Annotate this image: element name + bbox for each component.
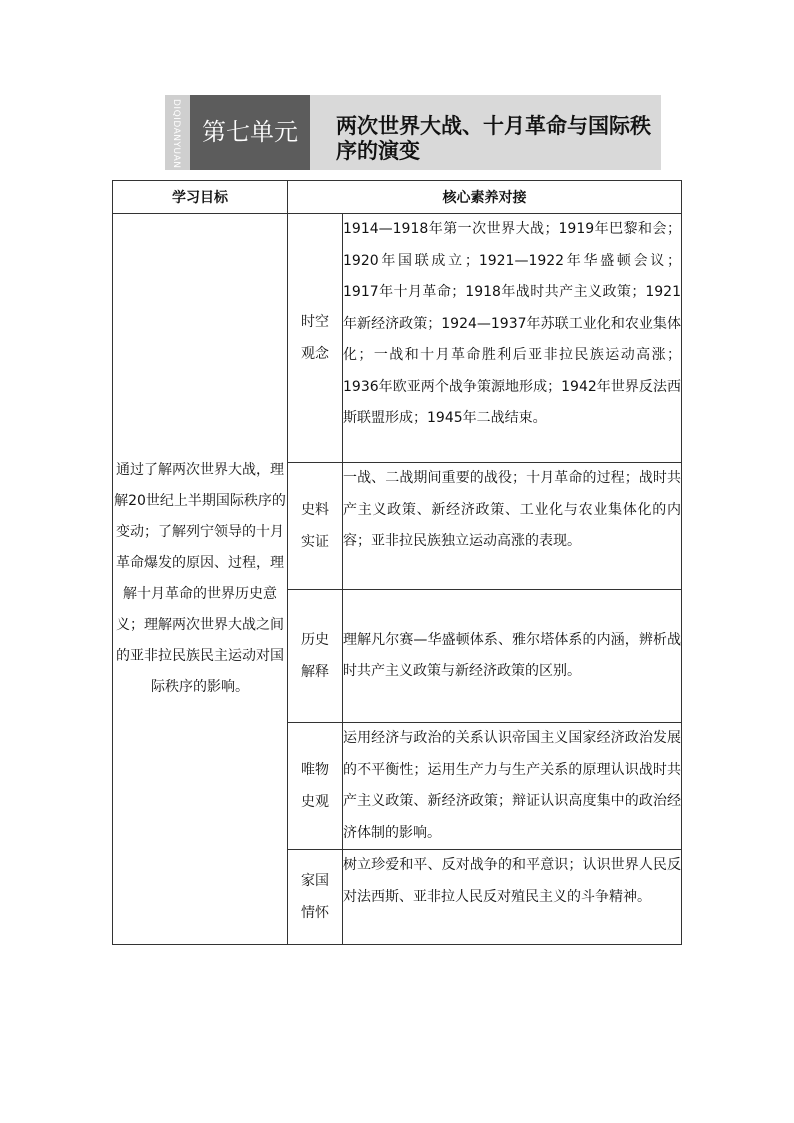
dimension-cell	[288, 214, 343, 463]
dimension-name: 历史解释	[301, 632, 329, 680]
dimension-name: 时空观念	[301, 314, 329, 362]
dimension-content-cell	[343, 463, 682, 590]
goal-text: 通过了解两次世界大战，理解20世纪上半期国际秩序的变动；了解列宁领导的十月革命爆发的原因、过程，理解十月革命的世界历史意义；理解两次世界大战之间的亚非拉民族民主运动对国际秩序的影响。	[114, 462, 286, 695]
dimension-content-cell	[343, 850, 682, 945]
banner-title-block	[310, 95, 661, 170]
unit-label: 第七单元	[202, 118, 298, 146]
header-learning-goal: 学习目标	[113, 181, 288, 214]
dimension-name: 唯物史观	[301, 762, 329, 810]
unit-banner	[165, 95, 661, 170]
table-header-row	[113, 181, 682, 214]
dimension-content-cell	[343, 590, 682, 723]
dimension-content-cell	[343, 723, 682, 850]
banner-vertical-text: DIQIDANYUAN	[171, 99, 181, 169]
dimension-content-cell	[343, 214, 682, 463]
dimension-content: 一战、二战期间重要的战役；十月革命的过程；战时共产主义政策、新经济政策、工业化与农业集体化的内容；亚非拉民族独立运动高涨的表现。	[343, 470, 681, 549]
dimension-cell	[288, 590, 343, 723]
banner-side-strip	[165, 95, 190, 170]
table-row	[113, 214, 682, 463]
learning-goals-table	[112, 180, 682, 945]
dimension-cell	[288, 723, 343, 850]
dimension-content: 理解凡尔赛—华盛顿体系、雅尔塔体系的内涵，辨析战时共产主义政策与新经济政策的区别。	[343, 631, 681, 679]
dimension-cell	[288, 463, 343, 590]
unit-title: 两次世界大战、十月革命与国际秩序的演变	[336, 113, 651, 163]
goal-cell	[113, 214, 288, 945]
dimension-content: 运用经济与政治的关系认识帝国主义国家经济政治发展的不平衡性；运用生产力与生产关系的原理认识战时共产主义政策、新经济政策；辩证认识高度集中的政治经济体制的影响。	[343, 730, 681, 841]
dimension-cell	[288, 850, 343, 945]
dimension-content: 树立珍爱和平、反对战争的和平意识；认识世界人民反对法西斯、亚非拉人民反对殖民主义的斗争精神。	[343, 857, 681, 905]
dimension-content: 1914—1918年第一次世界大战；1919年巴黎和会；1920年国联成立；1921—1922年华盛顿会议；1917年十月革命；1918年战时共产主义政策；1921年新经济政策；1924—1937年苏联工业化和农业集体化；一战和十月革命胜利后亚非拉民族运动高涨；1936年欧亚两个战争策源地形成；1942年世界反法西斯联盟形成；1945年二战结束。	[343, 221, 681, 426]
dimension-name: 史料实证	[301, 502, 329, 550]
dimension-name: 家国情怀	[301, 873, 329, 921]
header-core-literacy: 核心素养对接	[288, 181, 682, 214]
